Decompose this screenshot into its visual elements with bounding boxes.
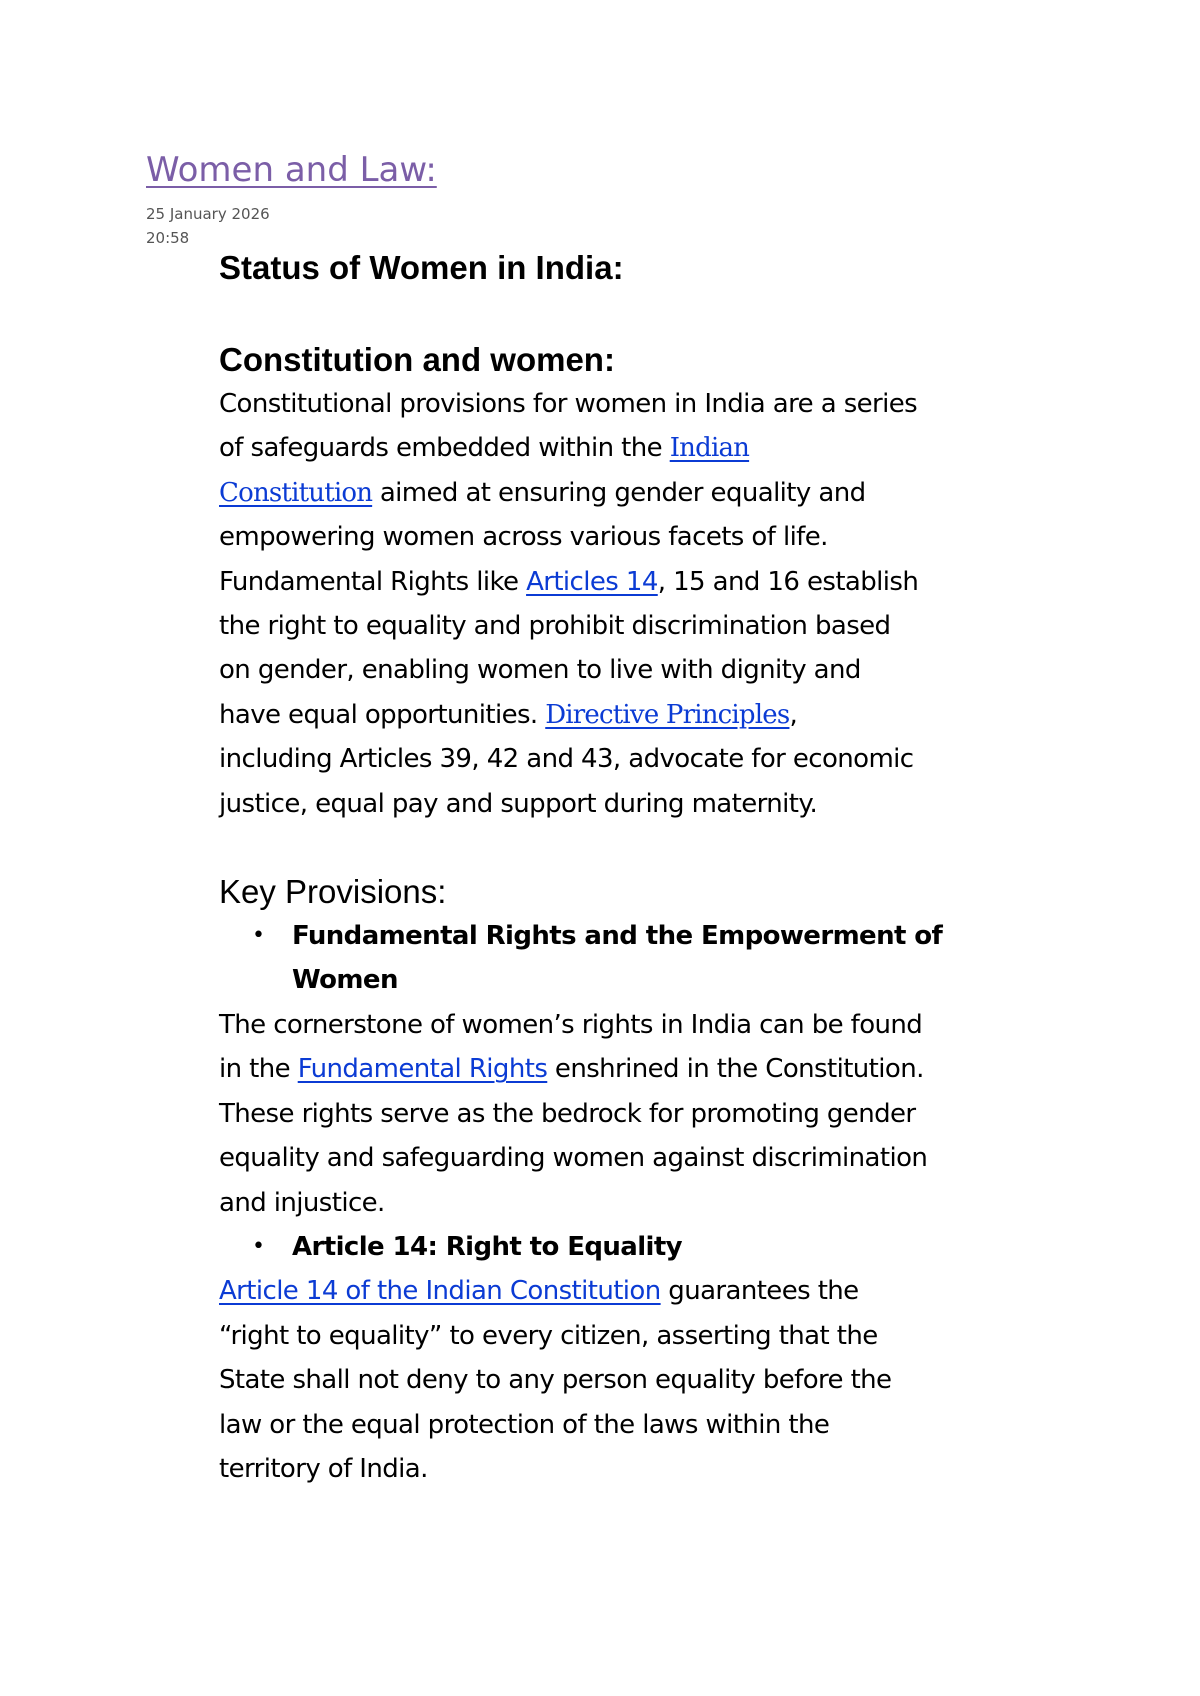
text-span: of safeguards embedded within the xyxy=(219,433,670,464)
paragraph-article-14 xyxy=(219,1269,1099,1491)
text-line: The cornerstone of women’s rights in India can be found xyxy=(219,1009,923,1040)
text-span: aimed at ensuring gender equality and xyxy=(372,477,866,508)
link-indian-constitution-cont[interactable]: Constitution xyxy=(219,477,373,508)
text-line: on gender, enabling women to live with dignity and xyxy=(219,655,861,686)
text-line: State shall not deny to any person equality before the xyxy=(219,1365,892,1396)
text-line: empowering women across various facets of life. xyxy=(219,522,828,553)
heading-status-of-women: Status of Women in India: xyxy=(219,249,624,286)
text-line xyxy=(219,560,1099,604)
text-line xyxy=(219,1269,1099,1313)
link-article-14-indian-constitution[interactable]: Article 14 of the Indian Constitution xyxy=(219,1276,661,1307)
page-date: 25 January 2026 xyxy=(146,205,270,223)
link-directive-principles[interactable]: Directive Principles xyxy=(545,699,790,730)
bullet-item-fundamental-rights xyxy=(219,914,1119,1003)
text-line: and injustice. xyxy=(219,1187,385,1218)
text-span: , 15 and 16 establish xyxy=(657,566,919,597)
text-line xyxy=(219,1047,1099,1091)
paragraph-cornerstone xyxy=(219,1003,1099,1225)
text-line xyxy=(219,426,1099,470)
text-line: law or the equal protection of the laws within the xyxy=(219,1409,830,1440)
note-content xyxy=(219,246,1119,1491)
bullet-item-article-14 xyxy=(219,1225,1119,1269)
bullet-icon: • xyxy=(252,1233,265,1259)
text-line: These rights serve as the bedrock for promoting gender xyxy=(219,1098,916,1129)
text-span: enshrined in the Constitution. xyxy=(547,1054,924,1085)
bullet-text-line: Article 14: Right to Equality xyxy=(292,1231,683,1262)
heading-constitution-and-women: Constitution and women: xyxy=(219,341,615,378)
bullet-text-line: Fundamental Rights and the Empowerment of xyxy=(292,921,943,952)
text-line: territory of India. xyxy=(219,1453,428,1484)
link-fundamental-rights[interactable]: Fundamental Rights xyxy=(297,1054,548,1085)
page-time: 20:58 xyxy=(146,229,190,247)
text-span: , xyxy=(789,699,798,730)
bullet-text-line: Women xyxy=(292,965,398,996)
text-span: guarantees the xyxy=(660,1276,859,1307)
link-indian-constitution[interactable]: Indian xyxy=(669,433,750,464)
heading-key-provisions: Key Provisions: xyxy=(219,873,447,911)
text-line: the right to equality and prohibit discrimination based xyxy=(219,611,891,642)
text-line: including Articles 39, 42 and 43, advocate for economic xyxy=(219,744,914,775)
text-line: “right to equality” to every citizen, asserting that the xyxy=(219,1320,878,1351)
link-articles-14[interactable]: Articles 14 xyxy=(526,566,658,597)
text-span: Fundamental Rights like xyxy=(219,566,527,597)
text-line xyxy=(219,471,1099,515)
text-span: in the xyxy=(219,1054,298,1085)
page-title: Women and Law: xyxy=(146,150,437,190)
text-line xyxy=(219,693,1099,737)
text-span: have equal opportunities. xyxy=(219,699,546,730)
text-line: equality and safeguarding women against discrimination xyxy=(219,1143,928,1174)
text-line: justice, equal pay and support during maternity. xyxy=(219,788,818,819)
paragraph-constitutional-provisions xyxy=(219,382,1099,826)
text-line: Constitutional provisions for women in India are a series xyxy=(219,389,918,419)
bullet-icon: • xyxy=(252,923,265,949)
page-meta xyxy=(146,202,270,250)
